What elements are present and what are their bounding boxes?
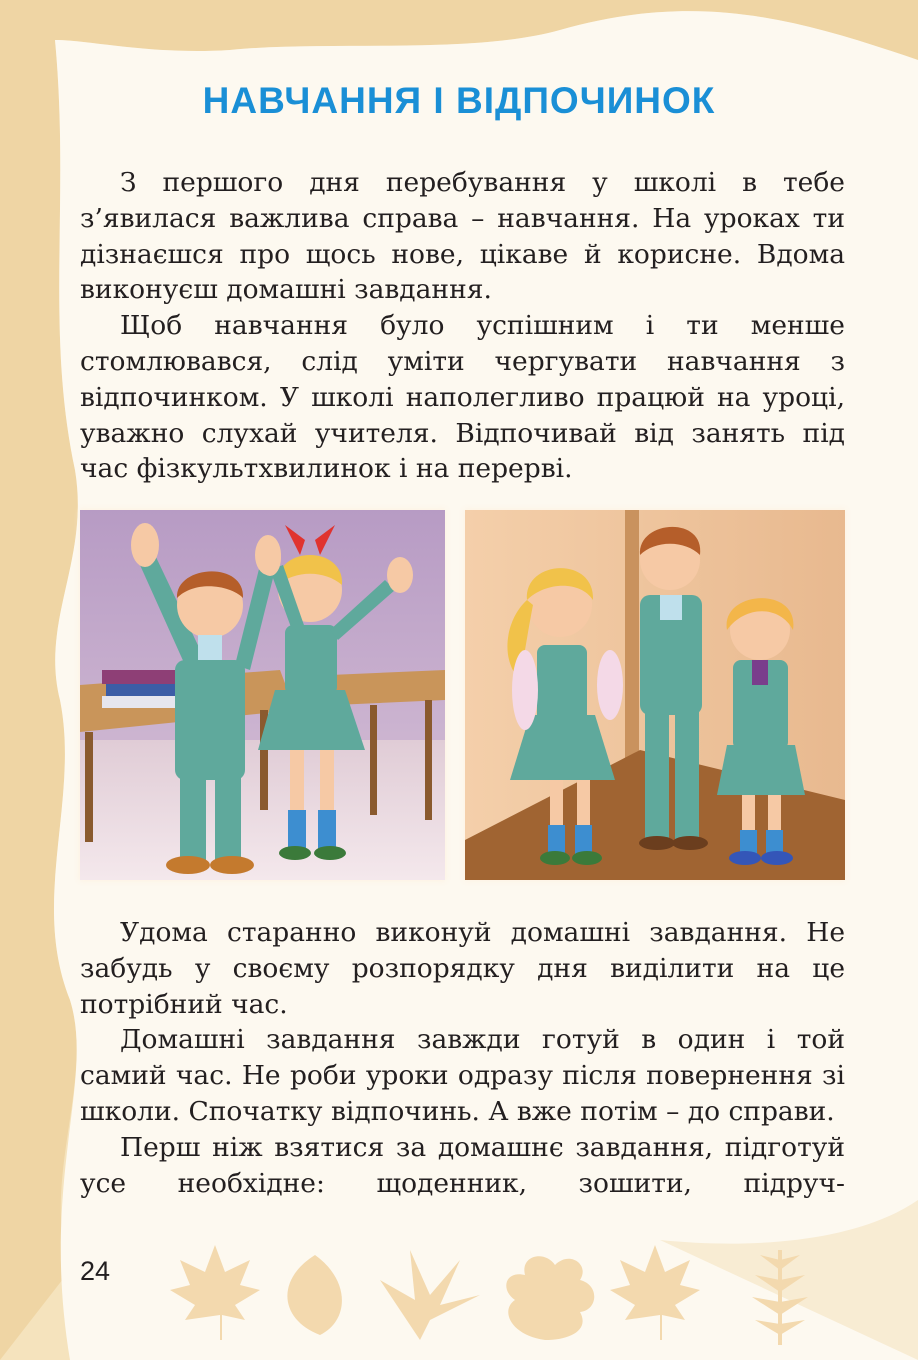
maple-leaf-icon [610,1245,700,1340]
fern-leaf-icon [752,1250,808,1345]
text-block-bottom [80,915,845,1201]
paragraph: З першого дня перебування у школі в тебе з’явилася важлива справа – навчання. На уроках ти дізнаєшся про щось нове, цікаве й корисне. Вдома виконуєш домашні завдання. [80,167,845,306]
paragraph: Перш ніж взятися за домашнє завдання, підготуй усе необхідне: щоденник, зошити, підруч- [80,1131,845,1199]
illustration-three-pupils [465,510,845,880]
paragraph: Удома старанно виконуй домашні завдання. Не забудь у своєму розпорядку дня виділити на це потрібний час. [80,917,845,1020]
chestnut-leaf-icon [380,1250,480,1340]
oak-leaf-icon [506,1256,594,1340]
paragraph: Домашні завдання завжди готуй в один і той самий час. Не роби уроки одразу після повернення зі школи. Спочатку відпочинь. А вже потім – до справи. [80,1024,845,1127]
maple-leaf-icon [170,1245,260,1340]
leaf-decoration [160,1240,860,1350]
page-number: 24 [80,1256,111,1286]
birch-leaf-icon [287,1255,342,1335]
paragraph: Щоб навчання було успішним і ти менше стомлювався, слід уміти чергувати навчання з відпочинком. У школі наполегливо працюй на уроці, уважно слухай учителя. Відпочивай від занять під час фізкультхвилинок і на перерві. [80,310,845,485]
text-block-top [80,165,845,487]
illustration-classroom-exercise [80,510,445,880]
page-title: НАВЧАННЯ І ВІДПОЧИНОК [202,80,716,121]
